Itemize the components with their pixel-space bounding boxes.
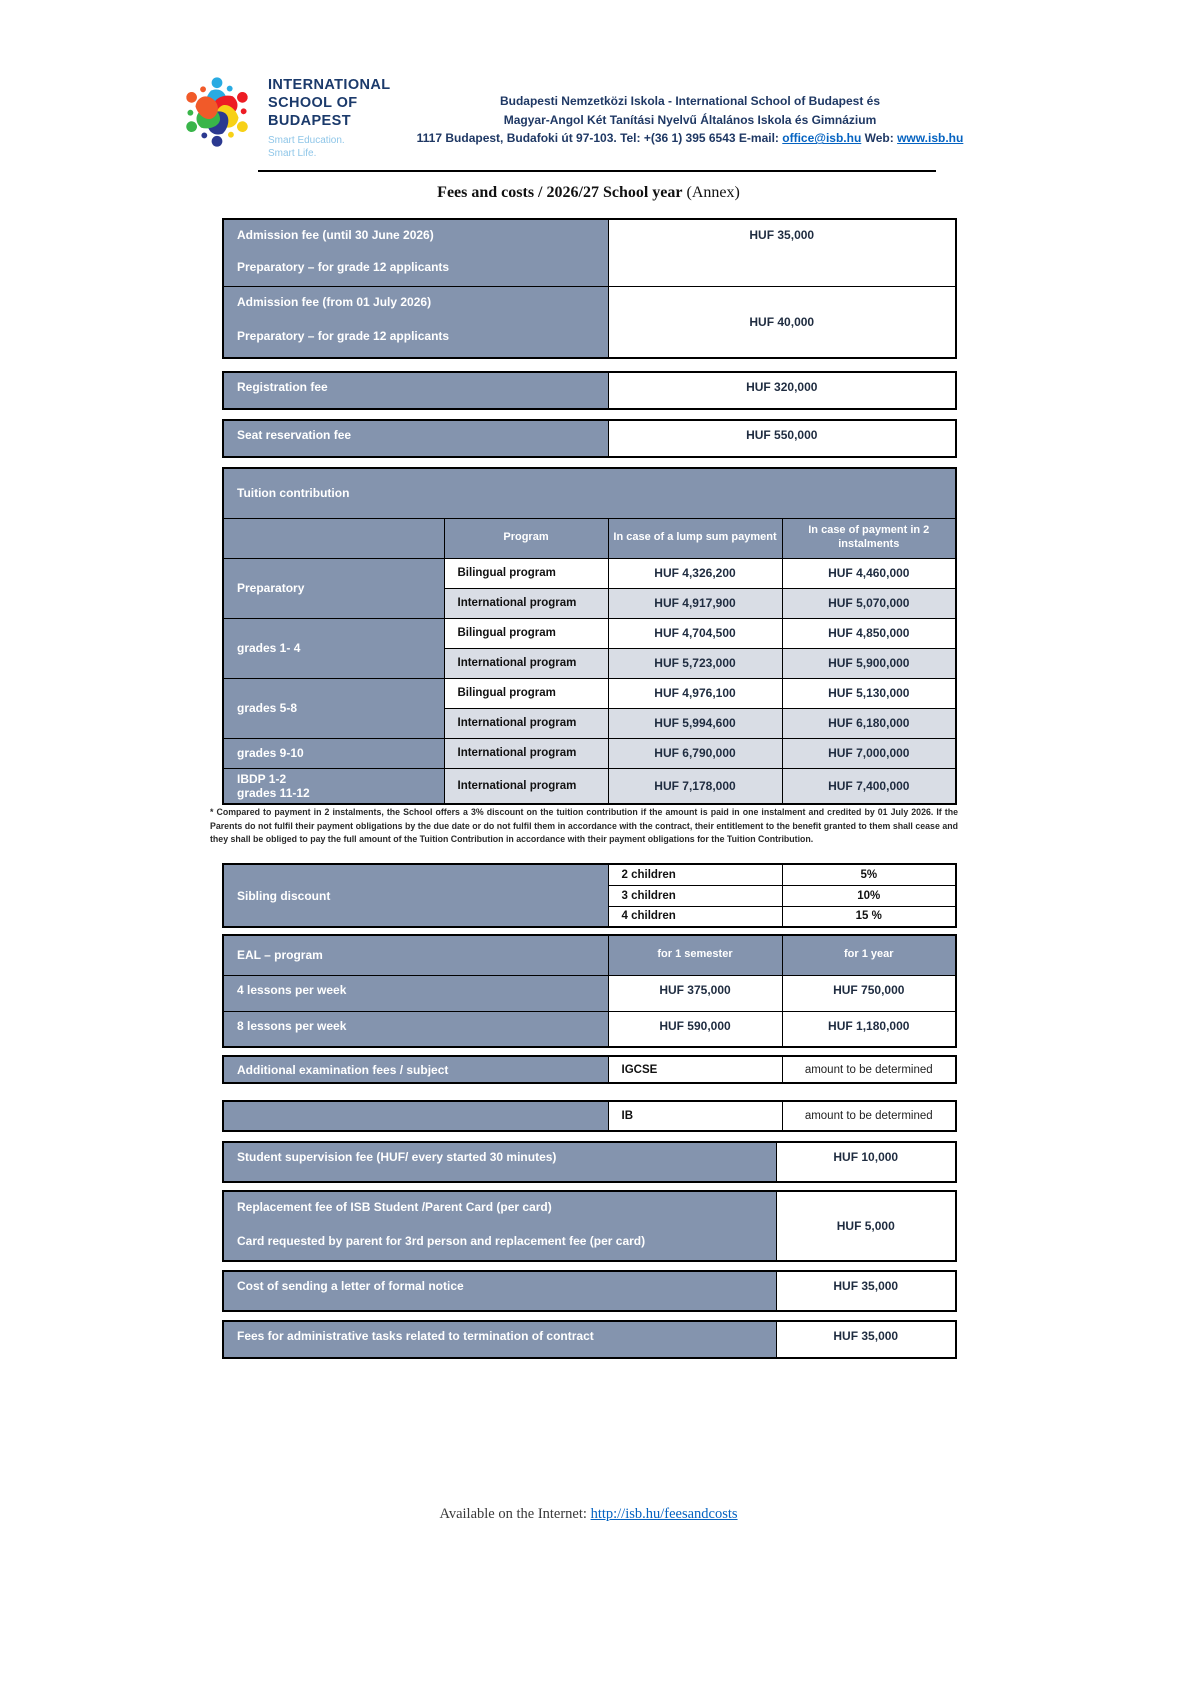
tuition-colhead-instalments: In case of payment in 2 instalments [782,518,956,558]
tuition-table [222,467,957,805]
admission-row1-label-cell [223,219,608,286]
tuition-cell-lump: HUF 6,790,000 [608,738,782,768]
igcse-exam-fee-table [222,1055,957,1084]
logo-name-line3: BUDAPEST [268,113,351,130]
registration-value-cell: HUF 320,000 [608,372,956,409]
sibling-row3-value: 15 % [782,906,956,927]
tuition-cell-program: Bilingual program [444,558,608,588]
table-row [223,975,956,1011]
table-row [223,420,956,457]
tuition-cell-program: Bilingual program [444,618,608,648]
ibdp-label-line2: grades 11-12 [237,785,310,800]
logo-name-line1: INTERNATIONAL [268,77,391,93]
tuition-cell-inst: HUF 5,070,000 [782,588,956,618]
fees-url-link[interactable]: http://isb.hu/feesandcosts [590,1506,738,1522]
table-row [223,1101,956,1131]
tuition-cell-inst: HUF 5,900,000 [782,648,956,678]
seat-reservation-fee-table [222,419,957,458]
letter-fee-table [222,1270,957,1312]
termination-fee-table [222,1320,957,1359]
igcse-value-cell: amount to be determined [782,1056,956,1083]
eal-row1-semester: HUF 375,000 [608,975,782,1011]
tuition-title-cell: Tuition contribution [223,468,956,518]
header-divider [258,170,936,172]
school-logo [176,64,391,160]
sibling-label-cell: Sibling discount [223,864,608,927]
table-row [223,468,956,518]
admission-fee-table [222,218,957,359]
sibling-discount-table [222,863,957,928]
eal-row1-year: HUF 750,000 [782,975,956,1011]
table-row [223,219,956,286]
card-value-cell: HUF 5,000 [776,1191,956,1261]
table-row [223,935,956,975]
tuition-group-grades5-8: grades 5-8 [223,678,444,738]
seat-value-cell: HUF 550,000 [608,420,956,457]
tuition-cell-program: International program [444,588,608,618]
card-fee-table [222,1190,957,1262]
table-row [223,1321,956,1358]
tuition-cell-program: International program [444,648,608,678]
admission-row2-line1: Admission fee (from 01 July 2026) [237,294,432,309]
sibling-row3-label: 4 children [608,906,782,927]
tuition-group-ibdp [223,768,444,804]
termination-value-cell: HUF 35,000 [776,1321,956,1358]
ibdp-label-line1: IBDP 1-2 [237,771,287,786]
table-row [223,1142,956,1182]
table-row [223,286,956,358]
card-label-cell [223,1191,776,1261]
contact-line3-mid: Web: [861,131,898,146]
page-title-suffix: (Annex) [682,184,740,201]
table-row [223,768,956,804]
page-title-main: Fees and costs / 2026/27 School year [437,184,683,201]
admission-row1-line1: Admission fee (until 30 June 2026) [237,228,434,242]
igcse-label-cell: Additional examination fees / subject [223,1056,608,1083]
admission-row1-value-cell: HUF 35,000 [608,219,956,286]
eal-program-table [222,934,957,1048]
eal-row2-label: 8 lessons per week [223,1011,608,1047]
supervision-value-cell: HUF 10,000 [776,1142,956,1182]
supervision-label-cell: Student supervision fee (HUF/ every started 30 minutes) [223,1142,776,1182]
tuition-cell-inst: HUF 4,850,000 [782,618,956,648]
eal-row1-label: 4 lessons per week [223,975,608,1011]
registration-label-cell: Registration fee [223,372,608,409]
table-row [223,678,956,708]
sibling-row1-label: 2 children [608,864,782,885]
eal-header-label: EAL – program [223,935,608,975]
email-link[interactable]: office@isb.hu [782,131,862,146]
table-row [223,372,956,409]
igcse-subject-cell: IGCSE [608,1056,782,1083]
tuition-cell-lump: HUF 5,994,600 [608,708,782,738]
tuition-cell-lump: HUF 4,917,900 [608,588,782,618]
logo-tagline-line1: Smart Education. [268,135,345,147]
tuition-cell-lump: HUF 4,976,100 [608,678,782,708]
tuition-footnote: * Compared to payment in 2 instalments, the School offers a 3% discount on the tuition contribution if the amount is paid in one instalment and credited by 01 July 2026. If the Parents do not fulfil their payment obligations by the due date or do not fulfil them in accordance with the contract, their entitlement to the benefit granted to them shall cease and they shall be obliged to pay the full amount of the Tuition Contribution in accordance with their payment obligations for the Tuition Contribution. [210,807,958,845]
table-row [223,738,956,768]
seat-label-cell: Seat reservation fee [223,420,608,457]
termination-label-cell: Fees for administrative tasks related to termination of contract [223,1321,776,1358]
footer [222,1506,955,1523]
eal-row2-year: HUF 1,180,000 [782,1011,956,1047]
table-row [223,1056,956,1083]
card-label-line2: Card requested by parent for 3rd person and replacement fee (per card) [237,1234,646,1248]
registration-fee-table [222,371,957,410]
school-contact-block [408,92,972,148]
admission-row2-value-cell: HUF 40,000 [608,286,956,358]
tuition-cell-inst: HUF 6,180,000 [782,708,956,738]
tuition-colhead-empty [223,518,444,558]
eal-header-semester: for 1 semester [608,935,782,975]
sibling-row2-value: 10% [782,885,956,906]
logo-text [268,64,391,160]
table-row [223,1191,956,1261]
table-row [223,1271,956,1311]
tuition-group-preparatory: Preparatory [223,558,444,618]
contact-line3 [408,129,972,148]
contact-line2: Magyar-Angol Két Tanítási Nyelvű Általános Iskola és Gimnázium [503,112,877,127]
tuition-cell-inst: HUF 7,000,000 [782,738,956,768]
tuition-cell-inst: HUF 5,130,000 [782,678,956,708]
eal-header-year: for 1 year [782,935,956,975]
logo-people-circle-icon [176,64,258,160]
tuition-cell-program: International program [444,708,608,738]
footer-text: Available on the Internet: [439,1506,591,1522]
tuition-cell-program: International program [444,738,608,768]
admission-row2-label-cell [223,286,608,358]
logo-tagline-line2: Smart Life. [268,148,317,160]
ib-subject-cell: IB [608,1101,782,1131]
sibling-row2-label: 3 children [608,885,782,906]
letter-label-cell: Cost of sending a letter of formal notice [223,1271,776,1311]
tuition-cell-lump: HUF 4,704,500 [608,618,782,648]
tuition-group-grades9-10: grades 9-10 [223,738,444,768]
letter-value-cell: HUF 35,000 [776,1271,956,1311]
ib-exam-fee-table [222,1100,957,1132]
tuition-group-grades1-4: grades 1- 4 [223,618,444,678]
tuition-cell-program: International program [444,768,608,804]
card-label-line1: Replacement fee of ISB Student /Parent Card (per card) [237,1200,552,1214]
table-row [223,518,956,558]
ib-label-cell [223,1101,608,1131]
page-title [222,184,955,202]
admission-row2-line2: Preparatory – for grade 12 applicants [237,328,450,343]
logo-name-line2: SCHOOL OF [268,95,358,112]
tuition-cell-lump: HUF 5,723,000 [608,648,782,678]
table-row [223,558,956,588]
ib-value-cell: amount to be determined [782,1101,956,1131]
website-link[interactable]: www.isb.hu [897,131,964,146]
sibling-row1-value: 5% [782,864,956,885]
table-row [223,1011,956,1047]
tuition-cell-lump: HUF 4,326,200 [608,558,782,588]
table-row [223,618,956,648]
contact-line3-prefix: 1117 Budapest, Budafoki út 97-103. Tel: +(36 1) 395 6543 E-mail: [416,131,783,146]
table-row [223,864,956,885]
tuition-colhead-program: Program [444,518,608,558]
tuition-colhead-lump: In case of a lump sum payment [608,518,782,558]
eal-row2-semester: HUF 590,000 [608,1011,782,1047]
admission-row1-line2: Preparatory – for grade 12 applicants [237,260,450,274]
tuition-cell-inst: HUF 7,400,000 [782,768,956,804]
tuition-cell-program: Bilingual program [444,678,608,708]
contact-line1: Budapesti Nemzetközi Iskola - International School of Budapest és [499,94,881,108]
tuition-cell-inst: HUF 4,460,000 [782,558,956,588]
tuition-cell-lump: HUF 7,178,000 [608,768,782,804]
supervision-fee-table [222,1141,957,1183]
